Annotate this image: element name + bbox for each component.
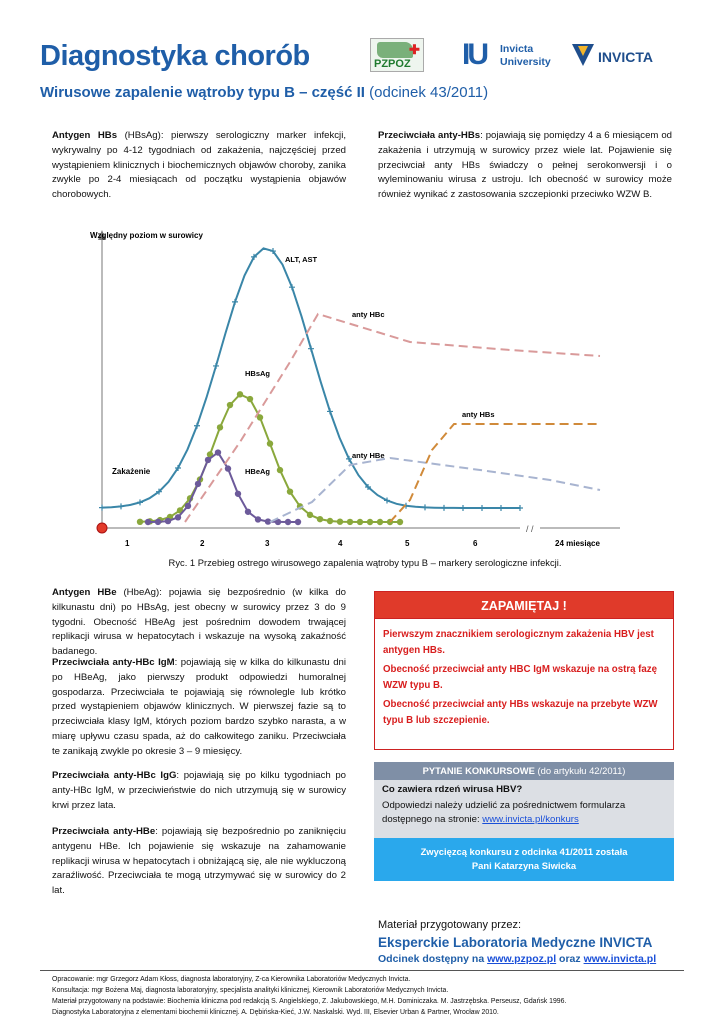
- curve-point: [185, 503, 191, 509]
- curve-point: [225, 465, 231, 471]
- contest-winner: [374, 838, 674, 881]
- curve-point: [367, 519, 373, 525]
- page-title: Diagnostyka chorób: [40, 40, 310, 72]
- curve-point: [295, 519, 301, 525]
- contest-body: [374, 780, 674, 838]
- x-tick-label: 3: [265, 539, 270, 548]
- invicta-link[interactable]: www.invicta.pl: [583, 953, 657, 965]
- footer-credit: Materiał przygotowany na podstawie: Biochemia kliniczna pod redakcją S. Angielskiego, Z. Jakubowskiego, M.H. Dominiczaka. M. Jastrzębska. Perseusz, Gdańsk 1996.: [52, 998, 567, 1005]
- curve-point: [460, 505, 466, 511]
- curve-point: [255, 516, 261, 522]
- subtitle-main: Wirusowe zapalenie wątroby typu B – część II: [40, 84, 365, 101]
- curve-point: [137, 499, 143, 505]
- medical-cross-icon: ✚: [409, 42, 420, 57]
- infection-start-label: Zakażenie: [112, 467, 151, 476]
- curve-point: [287, 488, 293, 494]
- body-anti-hbe-term: Przeciwciała anty-HBe: [52, 826, 156, 837]
- curve-point: [232, 299, 238, 305]
- curve-point: [245, 509, 251, 515]
- x-tick-label: 4: [338, 539, 343, 548]
- curve-point: [357, 519, 363, 525]
- curve-point: [247, 396, 253, 402]
- contest-winner-line1: Zwycięzcą konkursu z odcinka 41/2011 została: [420, 846, 628, 857]
- body-hbeag-text: (HbeAg): pojawia się bezpośrednio (w kilka do kilkunastu dni) po HBsAg, jest obecny w surowicy przez 3 do 9 tygodni. Obecność HBeAg jest pośrednim dowodem trwającej replikacji wirusa w hepatocytach i wskazuje na wysoką zakaźność badanego.: [52, 587, 347, 658]
- pzpoz-logo: [370, 38, 424, 72]
- curve-alt-ast: [102, 248, 520, 508]
- available-at: [378, 953, 656, 965]
- curve-point: [317, 516, 323, 522]
- footer-credit: Opracowanie: mgr Grzegorz Adam Kłoss, diagnosta laboratoryjny, Z-ca Kierownika Laboratoriów Medycznych Invicta.: [52, 976, 411, 983]
- curve-point: [194, 423, 200, 429]
- curve-point: [422, 504, 428, 510]
- curve-label: anty HBs: [462, 410, 495, 419]
- curve-point: [397, 519, 403, 525]
- serology-chart: [80, 222, 640, 556]
- footer-credit: Konsultacja: mgr Bożena Maj, diagnosta laboratoryjny, specjalista analityki klinicznej, Kierownik Laboratoriów Medycznych Invicta.: [52, 987, 449, 994]
- subtitle-episode: (odcinek 43/2011): [369, 84, 489, 101]
- curve-label: HBeAg: [245, 467, 271, 476]
- body-anti-hbc-igg-term: Przeciwciała anty-HBc IgG: [52, 770, 177, 781]
- curve-point: [205, 457, 211, 463]
- curve-point: [195, 481, 201, 487]
- curve-point: [277, 467, 283, 473]
- curve-point: [441, 505, 447, 511]
- intro-anti-hbs: [378, 129, 672, 203]
- remember-item: Obecność przeciwciał anty HBC IgM wskazuje na ostrą fazę WZW typu B.: [383, 664, 658, 691]
- curve-point: [308, 346, 314, 352]
- contest-answer: [382, 799, 666, 827]
- x-tick-label: 1: [125, 539, 130, 548]
- curve-label: anty HBc: [352, 310, 385, 319]
- curve-point: [99, 505, 105, 511]
- chart-curves: [99, 248, 600, 525]
- contest-question: Co zawiera rdzeń wirusa HBV?: [382, 784, 523, 795]
- invicta-logo: [572, 42, 672, 72]
- contest-link[interactable]: www.invicta.pl/konkurs: [482, 814, 579, 825]
- body-anti-hbe: [52, 825, 346, 899]
- curve-point: [155, 519, 161, 525]
- poland-map-icon: [377, 42, 413, 58]
- x-tick-label: 24 miesiące: [555, 539, 600, 548]
- curve-point: [479, 505, 485, 511]
- curve-point: [145, 519, 151, 525]
- invicta-logo-text: INVICTA: [598, 49, 653, 65]
- chart-axes: [98, 230, 620, 528]
- curve-hbeag: [148, 453, 298, 523]
- x-axis-break: / /: [526, 524, 534, 534]
- curve-point: [498, 505, 504, 511]
- pzpoz-link[interactable]: www.pzpoz.pl: [487, 953, 557, 965]
- footer-credit: Diagnostyka Laboratoryjna z elementami biochemii klinicznej. A. Dębińska-Kieć, J.W. Naskalski. Wyd. III, Elsevier Urban & Partner, Wrocław 2010.: [52, 1009, 499, 1016]
- intro-anti-hbs-term: Przeciwciała anty-HBs: [378, 130, 481, 141]
- body-anti-hbc-igg: [52, 769, 346, 813]
- curve-point: [217, 424, 223, 430]
- curve-point: [237, 391, 243, 397]
- iu-logo-line2: University: [500, 56, 551, 68]
- curve-point: [213, 363, 219, 369]
- curve-point: [289, 284, 295, 290]
- body-anti-hbc-igm-text: : pojawiają się w kilka do kilkunastu dni po HBeAg, jako pierwszy produkt odpowiedzi humoralnej gospodarza. Przeciwciała te pojawiają się równolegle lub krótko przed wystąpieniem objawów klinicznych. W pierwszej fazie są to przeciwciała klasy IgM, których poziom bardzo szybko narasta, a w miarę upływu czasu spada, aż do całkowitego zaniku. Przeciwciała te zanikają zwykle po okresie 3 – 9 miesięcy.: [52, 657, 347, 757]
- iu-mark-icon: IU: [462, 38, 486, 71]
- curve-point: [227, 402, 233, 408]
- curve-point: [327, 518, 333, 524]
- curve-point: [165, 518, 171, 524]
- page-subtitle: [40, 84, 488, 101]
- x-tick-label: 2: [200, 539, 205, 548]
- remember-item: Obecność przeciwciał anty HBs wskazuje na przebyte WZW typu B lub szczepienie.: [383, 699, 658, 726]
- remember-item: Pierwszym znacznikiem serologicznym zakażenia HBV jest antygen HBs.: [383, 629, 654, 656]
- contest-header: [374, 762, 674, 780]
- curve-anty-hbe: [270, 458, 600, 522]
- curve-point: [137, 519, 143, 525]
- remember-box-title: ZAPAMIĘTAJ !: [374, 591, 674, 619]
- x-tick-label: 6: [473, 539, 478, 548]
- body-anti-hbc-igm: [52, 656, 346, 760]
- curve-labels: [245, 255, 495, 476]
- x-tick-label: 5: [405, 539, 410, 548]
- curve-point: [118, 503, 124, 509]
- curve-point: [215, 449, 221, 455]
- contest-answer-text: Odpowiedzi należy udzielić za pośrednictwem formularza dostępnego na stronie:: [382, 800, 626, 825]
- infection-start-marker: [97, 523, 107, 533]
- contest-winner-name: Pani Katarzyna Siwicka: [471, 860, 577, 871]
- curve-label: HBsAg: [245, 369, 271, 378]
- invicta-university-logo: [462, 38, 562, 72]
- body-hbeag: [52, 586, 346, 660]
- curve-point: [267, 440, 273, 446]
- x-axis-ticks: [125, 539, 600, 548]
- body-anti-hbe-text: : pojawiają się bezpośrednio po zaniknięciu antygenu HBe. Ich pojawienie się wskazuje na zahamowanie replikacji wirusa w hepatocytach i obniżającą się, ale nie wykluczoną zaraźliwość. Przeciwciała te mogą utrzymywać się w surowicy do 2 lat.: [52, 826, 346, 897]
- invicta-inner-triangle-icon: [578, 46, 588, 56]
- prepared-by-label: Materiał przygotowany przez:: [378, 919, 522, 931]
- pzpoz-logo-text: PZPOZ: [374, 58, 411, 70]
- footer-divider: [40, 970, 684, 971]
- curve-point: [175, 514, 181, 520]
- y-axis-label: Względny poziom w surowicy: [90, 231, 203, 240]
- body-anti-hbc-igm-term: Przeciwciała anty-HBc IgM: [52, 657, 175, 668]
- prepared-by-org: Eksperckie Laboratoria Medyczne INVICTA: [378, 935, 653, 950]
- body-anti-hbc-igg-text: : pojawiają się po kilku tygodniach po anty-HBc IgM, w przeciwieństwie do nich utrzymują się w surowicy krwi przez lata.: [52, 770, 346, 811]
- curve-point: [235, 491, 241, 497]
- available-at-join: oraz: [556, 953, 584, 965]
- remember-box: [374, 619, 674, 750]
- intro-hbsag-term: Antygen HBs: [52, 130, 118, 141]
- available-at-text: Odcinek dostępny na: [378, 953, 488, 965]
- figure-caption: Ryc. 1 Przebieg ostrego wirusowego zapalenia wątroby typu B – markery serologiczne infekcji.: [168, 557, 562, 568]
- curve-point: [377, 519, 383, 525]
- curve-point: [517, 505, 523, 511]
- curve-label: anty HBe: [352, 451, 385, 460]
- iu-logo-line1: Invicta: [500, 43, 534, 55]
- curve-point: [307, 512, 313, 518]
- curve-point: [337, 518, 343, 524]
- curve-label: ALT, AST: [285, 255, 318, 264]
- curve-anty-hbc: [185, 314, 600, 522]
- curve-point: [327, 408, 333, 414]
- curve-point: [285, 519, 291, 525]
- intro-anti-hbs-text: : pojawiają się pomiędzy 4 a 6 miesiącem od zakażenia i utrzymują w surowicy przez wiele lat. Pojawienie się przeciwciał anty HBs świadczy o pełnej serokonwersji i o wyleminowaniu wirusa z ustroju. Ich obecność w surowicy może również wynikać z zastosowania szczepionki przeciwko WZW B.: [378, 130, 672, 201]
- body-hbeag-term: Antygen HBe: [52, 587, 117, 598]
- intro-hbsag-text: (HBsAg): pierwszy serologiczny marker infekcji, wykrywalny po 4-12 tygodniach od zakażenia, najczęściej przed wystąpieniem klinicznych i biochemicznych objawów choroby, zanika zwykle po 2-4 miesiącach od początku wystąpienia objawów chorobowych.: [52, 130, 346, 201]
- intro-hbsag: [52, 129, 346, 203]
- contest-header-ref: (do artykułu 42/2011): [534, 765, 626, 776]
- curve-point: [347, 519, 353, 525]
- contest-header-title: PYTANIE KONKURSOWE: [422, 765, 535, 776]
